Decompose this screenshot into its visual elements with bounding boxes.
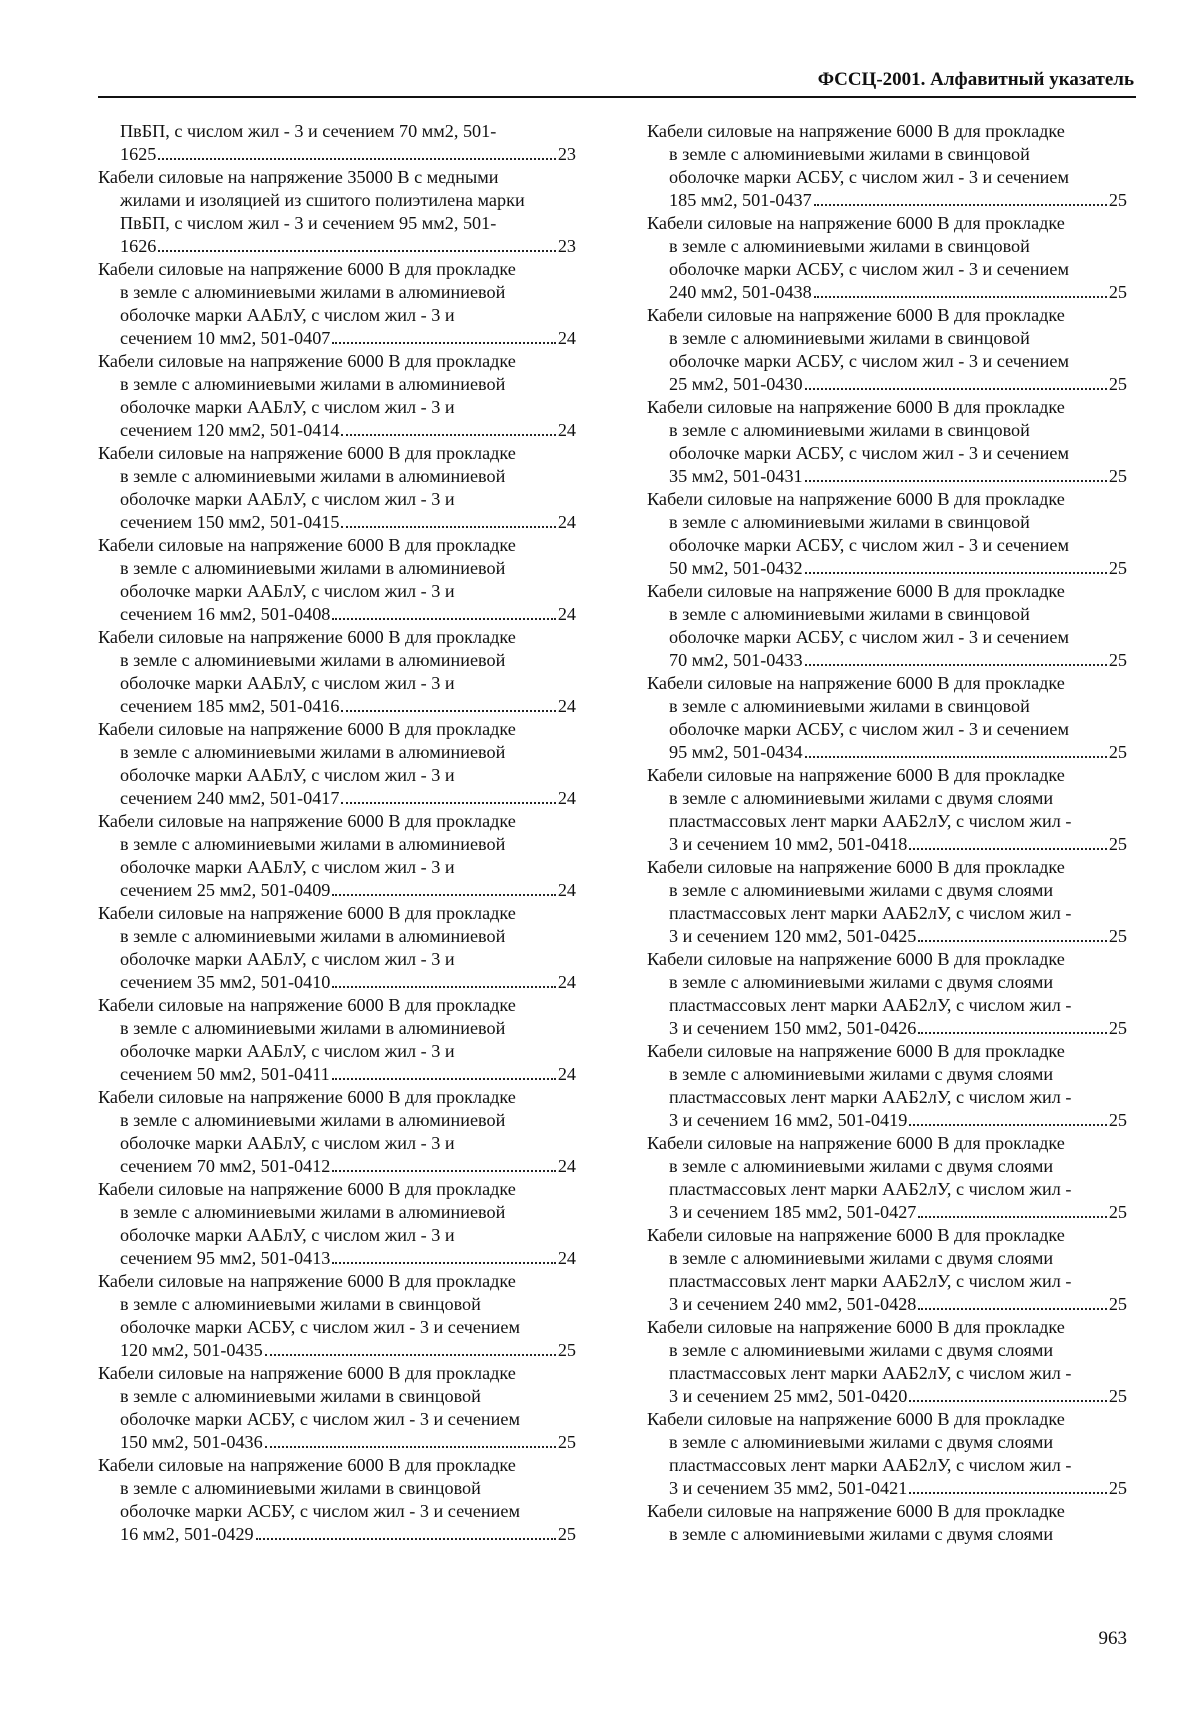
entry-last-text: 3 и сечением 35 мм2, 501-0421: [669, 1478, 908, 1498]
entry-continuation-line: в земле с алюминиевыми жилами с двумя слоями: [669, 1156, 1054, 1176]
entry-page-ref: 24: [557, 696, 576, 716]
entry-continuation-line: в земле с алюминиевыми жилами с двумя слоями: [669, 788, 1054, 808]
entry-last-line: [647, 373, 1127, 396]
index-entry: [98, 1086, 576, 1178]
entry-last-line: [98, 1339, 576, 1362]
entry-first-line: Кабели силовые на напряжение 6000 В для прокладке: [98, 1363, 516, 1383]
index-entry: [647, 1132, 1127, 1224]
entry-first-line: Кабели силовые на напряжение 6000 В для прокладке: [647, 1041, 1065, 1061]
index-entry: [647, 212, 1127, 304]
entry-last-line: [647, 1385, 1127, 1408]
entry-first-line: Кабели силовые на напряжение 6000 В для прокладке: [647, 1225, 1065, 1245]
entry-first-line: Кабели силовые на напряжение 6000 В для прокладке: [98, 1087, 516, 1107]
entry-page-ref: 25: [1108, 650, 1127, 670]
dot-leader: [909, 1124, 1107, 1126]
entry-continuation-line: ПвБП, с числом жил - 3 и сечением 95 мм2, 501-: [120, 213, 497, 233]
entry-continuation-line: в земле с алюминиевыми жилами с двумя слоями: [669, 1064, 1054, 1084]
entry-first-line: Кабели силовые на напряжение 6000 В для прокладке: [98, 627, 516, 647]
entry-continuation-line: в земле с алюминиевыми жилами в алюминиевой: [120, 282, 506, 302]
entry-first-line: Кабели силовые на напряжение 6000 В для прокладке: [647, 765, 1065, 785]
entry-continuation-line: в земле с алюминиевыми жилами с двумя слоями: [669, 880, 1054, 900]
dot-leader: [814, 296, 1107, 298]
index-entry: [647, 1500, 1127, 1546]
index-entry: [98, 1362, 576, 1454]
dot-leader: [805, 388, 1107, 390]
entry-last-line: [98, 327, 576, 350]
entry-last-text: 150 мм2, 501-0436: [120, 1432, 263, 1452]
entry-page-ref: 23: [557, 144, 576, 164]
entry-last-line: [647, 1477, 1127, 1500]
dot-leader: [256, 1538, 556, 1540]
dot-leader: [341, 526, 555, 528]
entry-continuation-line: оболочке марки ААБлУ, с числом жил - 3 и: [120, 1133, 455, 1153]
entry-last-text: сечением 150 мм2, 501-0415: [120, 512, 340, 532]
entry-continuation-line: оболочке марки ААБлУ, с числом жил - 3 и: [120, 949, 455, 969]
entry-continuation-line: в земле с алюминиевыми жилами с двумя слоями: [669, 972, 1054, 992]
entry-last-text: сечением 70 мм2, 501-0412: [120, 1156, 331, 1176]
index-entry: [98, 534, 576, 626]
entry-continuation-line: оболочке марки АСБУ, с числом жил - 3 и сечением: [120, 1409, 520, 1429]
entry-continuation-line: в земле с алюминиевыми жилами в свинцовой: [669, 328, 1030, 348]
index-entry: [647, 1316, 1127, 1408]
entry-continuation-line: в земле с алюминиевыми жилами в свинцовой: [120, 1386, 481, 1406]
dot-leader: [332, 1170, 555, 1172]
index-entry: [647, 948, 1127, 1040]
entry-last-text: сечением 10 мм2, 501-0407: [120, 328, 331, 348]
entry-last-line: [98, 235, 576, 258]
entry-continuation-line: пластмассовых лент марки ААБ2лУ, с числом жил -: [669, 995, 1072, 1015]
dot-leader: [805, 480, 1107, 482]
index-entry: [98, 718, 576, 810]
entry-last-line: [647, 1201, 1127, 1224]
entry-last-text: 70 мм2, 501-0433: [669, 650, 803, 670]
entry-first-line: Кабели силовые на напряжение 6000 В для прокладке: [98, 995, 516, 1015]
entry-last-text: 3 и сечением 10 мм2, 501-0418: [669, 834, 908, 854]
entry-first-line: Кабели силовые на напряжение 6000 В для прокладке: [647, 489, 1065, 509]
index-entry: [647, 1224, 1127, 1316]
entry-last-line: [647, 833, 1127, 856]
entry-last-text: 120 мм2, 501-0435: [120, 1340, 263, 1360]
entry-continuation-line: в земле с алюминиевыми жилами с двумя слоями: [669, 1248, 1054, 1268]
entry-continuation-line: в земле с алюминиевыми жилами в алюминиевой: [120, 1110, 506, 1130]
entry-first-line: Кабели силовые на напряжение 6000 В для прокладке: [647, 1133, 1065, 1153]
dot-leader: [265, 1446, 556, 1448]
index-entry: [98, 626, 576, 718]
entry-page-ref: 24: [557, 512, 576, 532]
entry-continuation-line: в земле с алюминиевыми жилами в свинцовой: [669, 696, 1030, 716]
index-column-left: [98, 120, 576, 1546]
entry-last-text: сечением 25 мм2, 501-0409: [120, 880, 331, 900]
index-entry: [98, 1178, 576, 1270]
index-entry: [98, 810, 576, 902]
entry-first-line: Кабели силовые на напряжение 6000 В для прокладке: [647, 305, 1065, 325]
entry-page-ref: 25: [557, 1524, 576, 1544]
entry-continuation-line: в земле с алюминиевыми жилами с двумя слоями: [669, 1524, 1054, 1544]
entry-last-text: 1625: [120, 144, 157, 164]
entry-page-ref: 24: [557, 1248, 576, 1268]
entry-last-line: [647, 1017, 1127, 1040]
index-entry: [647, 580, 1127, 672]
entry-continuation-line: оболочке марки АСБУ, с числом жил - 3 и сечением: [120, 1317, 520, 1337]
entry-continuation-line: в земле с алюминиевыми жилами в свинцовой: [669, 236, 1030, 256]
entry-last-text: 25 мм2, 501-0430: [669, 374, 803, 394]
entry-last-line: [647, 465, 1127, 488]
entry-page-ref: 25: [557, 1432, 576, 1452]
entry-last-line: [98, 511, 576, 534]
entry-last-text: сечением 50 мм2, 501-0411: [120, 1064, 330, 1084]
entry-continuation-line: оболочке марки ААБлУ, с числом жил - 3 и: [120, 397, 455, 417]
entry-first-line: Кабели силовые на напряжение 6000 В для прокладке: [98, 1179, 516, 1199]
entry-last-line: [98, 1247, 576, 1270]
index-entry: [647, 396, 1127, 488]
entry-last-text: сечением 35 мм2, 501-0410: [120, 972, 331, 992]
entry-first-line: Кабели силовые на напряжение 6000 В для прокладке: [647, 121, 1065, 141]
entry-page-ref: 24: [557, 420, 576, 440]
entry-continuation-line: в земле с алюминиевыми жилами в свинцовой: [669, 420, 1030, 440]
entry-continuation-line: оболочке марки АСБУ, с числом жил - 3 и сечением: [669, 443, 1069, 463]
dot-leader: [332, 894, 555, 896]
entry-last-line: [647, 925, 1127, 948]
entry-continuation-line: оболочке марки ААБлУ, с числом жил - 3 и: [120, 673, 455, 693]
index-entry: [647, 304, 1127, 396]
dot-leader: [805, 572, 1107, 574]
dot-leader: [332, 1262, 555, 1264]
entry-continuation-line: оболочке марки АСБУ, с числом жил - 3 и сечением: [669, 259, 1069, 279]
entry-last-text: 3 и сечением 240 мм2, 501-0428: [669, 1294, 917, 1314]
entry-continuation-line: в земле с алюминиевыми жилами в свинцовой: [669, 604, 1030, 624]
entry-first-line: Кабели силовые на напряжение 6000 В для прокладке: [98, 811, 516, 831]
dot-leader: [265, 1354, 556, 1356]
entry-first-line: Кабели силовые на напряжение 6000 В для прокладке: [647, 1317, 1065, 1337]
entry-continuation-line: оболочке марки АСБУ, с числом жил - 3 и сечением: [669, 535, 1069, 555]
entry-continuation-line: пластмассовых лент марки ААБ2лУ, с числом жил -: [669, 1087, 1072, 1107]
entry-last-line: [647, 649, 1127, 672]
entry-last-text: 3 и сечением 120 мм2, 501-0425: [669, 926, 917, 946]
entry-page-ref: 25: [1108, 466, 1127, 486]
entry-last-text: 3 и сечением 185 мм2, 501-0427: [669, 1202, 917, 1222]
entry-first-line: Кабели силовые на напряжение 6000 В для прокладке: [647, 673, 1065, 693]
entry-continuation-line: оболочке марки АСБУ, с числом жил - 3 и сечением: [669, 351, 1069, 371]
entry-continuation-line: оболочке марки ААБлУ, с числом жил - 3 и: [120, 765, 455, 785]
entry-page-ref: 25: [1108, 558, 1127, 578]
entry-continuation-line: оболочке марки АСБУ, с числом жил - 3 и сечением: [120, 1501, 520, 1521]
dot-leader: [918, 1216, 1106, 1218]
dot-leader: [332, 1078, 556, 1080]
dot-leader: [909, 1492, 1107, 1494]
entry-last-text: 3 и сечением 25 мм2, 501-0420: [669, 1386, 908, 1406]
entry-first-line: Кабели силовые на напряжение 6000 В для прокладке: [647, 581, 1065, 601]
entry-last-line: [647, 281, 1127, 304]
entry-continuation-line: пластмассовых лент марки ААБ2лУ, с числом жил -: [669, 1363, 1072, 1383]
entry-page-ref: 25: [557, 1340, 576, 1360]
entry-page-ref: 24: [557, 1064, 576, 1084]
entry-last-text: 1626: [120, 236, 157, 256]
entry-page-ref: 24: [557, 880, 576, 900]
entry-page-ref: 25: [1108, 1202, 1127, 1222]
entry-continuation-line: в земле с алюминиевыми жилами в свинцовой: [669, 144, 1030, 164]
entry-last-text: 16 мм2, 501-0429: [120, 1524, 254, 1544]
entry-last-line: [98, 1523, 576, 1546]
entry-continuation-line: в земле с алюминиевыми жилами в свинцовой: [669, 512, 1030, 532]
entry-page-ref: 25: [1108, 1018, 1127, 1038]
entry-page-ref: 25: [1108, 834, 1127, 854]
entry-last-line: [98, 143, 576, 166]
entry-last-line: [98, 879, 576, 902]
entry-first-line: Кабели силовые на напряжение 6000 В для прокладке: [647, 1409, 1065, 1429]
index-entry: [98, 120, 576, 166]
entry-first-line: Кабели силовые на напряжение 6000 В для прокладке: [98, 1455, 516, 1475]
entry-last-line: [647, 1293, 1127, 1316]
entry-page-ref: 24: [557, 788, 576, 808]
dot-leader: [341, 434, 555, 436]
entry-continuation-line: пластмассовых лент марки ААБ2лУ, с числом жил -: [669, 903, 1072, 923]
dot-leader: [918, 940, 1106, 942]
entry-continuation-line: в земле с алюминиевыми жилами в алюминиевой: [120, 650, 506, 670]
entry-continuation-line: оболочке марки ААБлУ, с числом жил - 3 и: [120, 489, 455, 509]
page-number: 963: [1098, 1628, 1127, 1649]
entry-page-ref: 25: [1108, 742, 1127, 762]
entry-last-line: [647, 741, 1127, 764]
entry-continuation-line: в земле с алюминиевыми жилами в алюминиевой: [120, 374, 506, 394]
entry-continuation-line: в земле с алюминиевыми жилами в алюминиевой: [120, 1202, 506, 1222]
dot-leader: [158, 158, 555, 160]
entry-continuation-line: в земле с алюминиевыми жилами в свинцовой: [120, 1478, 481, 1498]
dot-leader: [332, 342, 555, 344]
entry-first-line: Кабели силовые на напряжение 6000 В для прокладке: [647, 1501, 1065, 1521]
entry-last-line: [98, 1155, 576, 1178]
dot-leader: [158, 250, 555, 252]
index-entry: [647, 672, 1127, 764]
entry-continuation-line: оболочке марки ААБлУ, с числом жил - 3 и: [120, 305, 455, 325]
entry-continuation-line: жилами и изоляцией из сшитого полиэтилена марки: [120, 190, 525, 210]
index-entry: [98, 350, 576, 442]
index-entry: [98, 1454, 576, 1546]
entry-first-line: Кабели силовые на напряжение 6000 В для прокладке: [98, 719, 516, 739]
entry-page-ref: 23: [557, 236, 576, 256]
entry-continuation-line: ПвБП, с числом жил - 3 и сечением 70 мм2, 501-: [120, 121, 497, 141]
index-entry: [647, 1040, 1127, 1132]
entry-page-ref: 25: [1108, 1110, 1127, 1130]
entry-page-ref: 24: [557, 1156, 576, 1176]
entry-continuation-line: оболочке марки АСБУ, с числом жил - 3 и сечением: [669, 719, 1069, 739]
entry-first-line: Кабели силовые на напряжение 6000 В для прокладке: [98, 1271, 516, 1291]
entry-continuation-line: пластмассовых лент марки ААБ2лУ, с числом жил -: [669, 1455, 1072, 1475]
index-entry: [98, 166, 576, 258]
entry-last-line: [647, 557, 1127, 580]
entry-page-ref: 25: [1108, 1478, 1127, 1498]
entry-continuation-line: пластмассовых лент марки ААБ2лУ, с числом жил -: [669, 811, 1072, 831]
index-entry: [98, 902, 576, 994]
entry-last-text: сечением 185 мм2, 501-0416: [120, 696, 340, 716]
entry-first-line: Кабели силовые на напряжение 6000 В для прокладке: [98, 903, 516, 923]
index-entry: [647, 764, 1127, 856]
entry-page-ref: 25: [1108, 1294, 1127, 1314]
entry-last-line: [647, 1109, 1127, 1132]
index-entry: [647, 1408, 1127, 1500]
entry-first-line: Кабели силовые на напряжение 35000 В с медными: [98, 167, 499, 187]
index-entry: [647, 488, 1127, 580]
entry-last-text: 240 мм2, 501-0438: [669, 282, 812, 302]
entry-last-line: [98, 419, 576, 442]
entry-last-text: сечением 240 мм2, 501-0417: [120, 788, 340, 808]
entry-last-line: [98, 787, 576, 810]
dot-leader: [341, 710, 555, 712]
header-title: ФССЦ-2001. Алфавитный указатель: [817, 69, 1134, 90]
index-entry: [98, 442, 576, 534]
dot-leader: [909, 848, 1107, 850]
entry-first-line: Кабели силовые на напряжение 6000 В для прокладке: [98, 351, 516, 371]
index-entry: [647, 120, 1127, 212]
entry-last-text: сечением 95 мм2, 501-0413: [120, 1248, 331, 1268]
entry-last-line: [98, 695, 576, 718]
entry-page-ref: 24: [557, 328, 576, 348]
entry-first-line: Кабели силовые на напряжение 6000 В для прокладке: [98, 535, 516, 555]
index-column-right: [647, 120, 1127, 1546]
dot-leader: [918, 1032, 1106, 1034]
dot-leader: [805, 664, 1107, 666]
index-entry: [98, 258, 576, 350]
entry-continuation-line: в земле с алюминиевыми жилами в алюминиевой: [120, 742, 506, 762]
entry-continuation-line: в земле с алюминиевыми жилами в алюминиевой: [120, 834, 506, 854]
entry-last-line: [98, 1431, 576, 1454]
dot-leader: [332, 618, 555, 620]
index-entry: [98, 994, 576, 1086]
entry-continuation-line: оболочке марки ААБлУ, с числом жил - 3 и: [120, 1041, 455, 1061]
entry-continuation-line: в земле с алюминиевыми жилами в свинцовой: [120, 1294, 481, 1314]
dot-leader: [805, 756, 1107, 758]
entry-continuation-line: в земле с алюминиевыми жилами с двумя слоями: [669, 1340, 1054, 1360]
entry-last-line: [98, 603, 576, 626]
entry-last-line: [98, 1063, 576, 1086]
entry-continuation-line: оболочке марки ААБлУ, с числом жил - 3 и: [120, 857, 455, 877]
dot-leader: [918, 1308, 1106, 1310]
entry-last-line: [647, 189, 1127, 212]
entry-last-text: сечением 16 мм2, 501-0408: [120, 604, 331, 624]
entry-page-ref: 24: [557, 604, 576, 624]
dot-leader: [814, 204, 1107, 206]
dot-leader: [909, 1400, 1107, 1402]
entry-continuation-line: в земле с алюминиевыми жилами в алюминиевой: [120, 926, 506, 946]
entry-first-line: Кабели силовые на напряжение 6000 В для прокладке: [647, 213, 1065, 233]
index-entry: [98, 1270, 576, 1362]
entry-last-text: сечением 120 мм2, 501-0414: [120, 420, 340, 440]
entry-last-text: 3 и сечением 16 мм2, 501-0419: [669, 1110, 908, 1130]
entry-first-line: Кабели силовые на напряжение 6000 В для прокладке: [647, 857, 1065, 877]
entry-last-text: 185 мм2, 501-0437: [669, 190, 812, 210]
entry-continuation-line: оболочке марки АСБУ, с числом жил - 3 и сечением: [669, 627, 1069, 647]
entry-continuation-line: пластмассовых лент марки ААБ2лУ, с числом жил -: [669, 1271, 1072, 1291]
entry-page-ref: 25: [1108, 190, 1127, 210]
entry-continuation-line: оболочке марки АСБУ, с числом жил - 3 и сечением: [669, 167, 1069, 187]
dot-leader: [332, 986, 555, 988]
entry-last-text: 3 и сечением 150 мм2, 501-0426: [669, 1018, 917, 1038]
entry-first-line: Кабели силовые на напряжение 6000 В для прокладке: [647, 949, 1065, 969]
entry-last-line: [98, 971, 576, 994]
running-header: [98, 64, 1136, 98]
entry-first-line: Кабели силовые на напряжение 6000 В для прокладке: [647, 397, 1065, 417]
entry-continuation-line: в земле с алюминиевыми жилами в алюминиевой: [120, 558, 506, 578]
entry-page-ref: 25: [1108, 374, 1127, 394]
entry-page-ref: 25: [1108, 926, 1127, 946]
entry-first-line: Кабели силовые на напряжение 6000 В для прокладке: [98, 443, 516, 463]
entry-page-ref: 25: [1108, 282, 1127, 302]
dot-leader: [341, 802, 555, 804]
entry-continuation-line: в земле с алюминиевыми жилами с двумя слоями: [669, 1432, 1054, 1452]
entry-continuation-line: в земле с алюминиевыми жилами в алюминиевой: [120, 466, 506, 486]
entry-last-text: 95 мм2, 501-0434: [669, 742, 803, 762]
entry-continuation-line: пластмассовых лент марки ААБ2лУ, с числом жил -: [669, 1179, 1072, 1199]
entry-continuation-line: оболочке марки ААБлУ, с числом жил - 3 и: [120, 1225, 455, 1245]
entry-page-ref: 24: [557, 972, 576, 992]
index-entry: [647, 856, 1127, 948]
entry-continuation-line: оболочке марки ААБлУ, с числом жил - 3 и: [120, 581, 455, 601]
entry-last-text: 50 мм2, 501-0432: [669, 558, 803, 578]
entry-first-line: Кабели силовые на напряжение 6000 В для прокладке: [98, 259, 516, 279]
entry-continuation-line: в земле с алюминиевыми жилами в алюминиевой: [120, 1018, 506, 1038]
entry-page-ref: 25: [1108, 1386, 1127, 1406]
entry-last-text: 35 мм2, 501-0431: [669, 466, 803, 486]
